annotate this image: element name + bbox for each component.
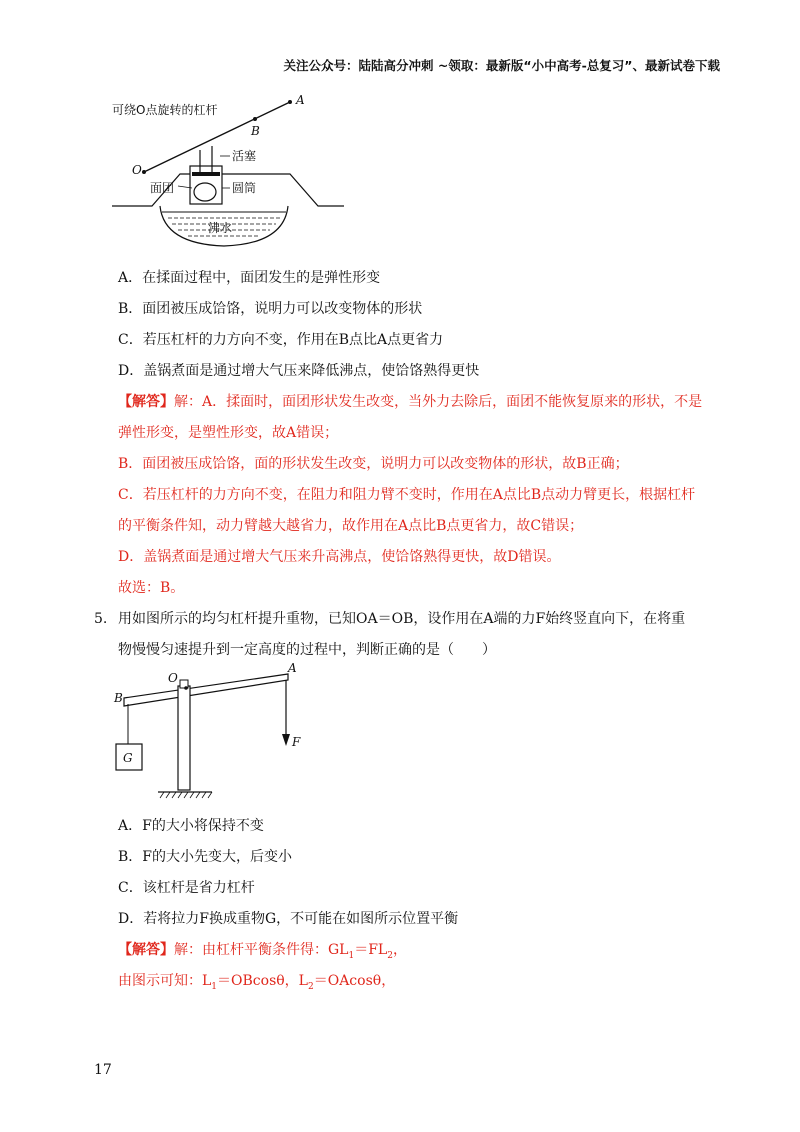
- q4-option-c: C．若压杠杆的力方向不变，作用在B点比A点更省力: [118, 332, 444, 348]
- q5-stem-line-2: 物慢慢匀速提升到一定高度的过程中，判断正确的是（ ）: [118, 642, 496, 658]
- q4-option-a: A．在揉面过程中，面团发生的是弹性形变: [118, 270, 381, 286]
- piston-label: 活塞: [232, 149, 257, 163]
- q5-answer-text-2a: 由图示可知：L: [118, 973, 212, 989]
- page-number: 17: [94, 1062, 112, 1078]
- sub-1b: 1: [211, 981, 218, 992]
- fig2-a-label: A: [288, 661, 297, 675]
- q4-answer-line-6: D．盖锅煮面是通过增大气压来升高沸点，使饸饹熟得更快，故D错误。: [118, 549, 561, 565]
- point-a-label: A: [296, 93, 305, 107]
- q5-option-a: A．F的大小将保持不变: [118, 818, 264, 834]
- q5-answer-text-1c: ，: [392, 942, 407, 958]
- q5-answer-text-1b: ＝FL: [354, 942, 388, 958]
- q4-option-b: B．面团被压成饸饹，说明力可以改变物体的形状: [118, 301, 423, 317]
- q5-number: 5.: [94, 611, 108, 627]
- point-b-label: B: [251, 124, 260, 138]
- q4-option-d: D．盖锅煮面是通过增大气压来降低沸点，使饸饹熟得更快: [118, 363, 480, 379]
- q5-answer-line-2: [118, 971, 395, 997]
- fig2-g-label: G: [123, 751, 133, 765]
- q4-answer-tag: 【解答】: [118, 394, 174, 410]
- q5-option-d: D．若将拉力F换成重物G，不可能在如图所示位置平衡: [118, 911, 459, 927]
- fig2-b-label: B: [114, 691, 123, 705]
- q5-answer-line-1: [118, 940, 407, 966]
- water-label: 沸水: [208, 221, 233, 235]
- q5-stem-line-1: 用如图所示的均匀杠杆提升重物，已知OA＝OB，设作用在A端的力F始终竖直向下，在将重: [118, 611, 686, 627]
- dough-label: 面团: [150, 181, 175, 195]
- fig2-o-label: O: [168, 671, 178, 685]
- q5-option-b: B．F的大小先变大，后变小: [118, 849, 293, 865]
- q5-answer-text-2b: ＝OBcosθ，L: [217, 973, 308, 989]
- lever-label: 可绕O点旋转的杠杆: [112, 103, 218, 117]
- lever-weight-figure: [108, 660, 328, 810]
- cylinder-label: 圆筒: [232, 181, 257, 195]
- q4-answer-line-1: [118, 392, 702, 412]
- q4-answer-line-2: 弹性形变，是塑性形变，故A错误；: [118, 425, 339, 441]
- q4-answer-line-3: B．面团被压成饸饹，面的形状发生改变，说明力可以改变物体的形状，故B正确；: [118, 456, 629, 472]
- sub-2a: 2: [387, 950, 393, 961]
- q5-option-c: C．该杠杆是省力杠杆: [118, 880, 255, 896]
- sub-1a: 1: [348, 950, 355, 961]
- point-o-label: O: [132, 163, 142, 177]
- q5-answer-text-1a: 解：由杠杆平衡条件得：GL: [174, 942, 349, 958]
- q4-answer-text-1: 解：A．揉面时，面团形状发生改变，当外力去除后，面团不能恢复原来的形状，不是: [174, 394, 703, 410]
- q5-answer-text-2c: ＝OAcosθ，: [313, 973, 396, 989]
- q4-answer-line-5: 的平衡条件知，动力臂越大越省力，故作用在A点比B点更省力，故C错误；: [118, 518, 584, 534]
- sub-2b: 2: [307, 981, 314, 992]
- dough-press-figure: [112, 92, 362, 252]
- q4-answer-line-4: C．若压杠杆的力方向不变，在阻力和阻力臂不变时，作用在A点比B点动力臂更长，根据杠杆: [118, 487, 696, 503]
- page-header: 关注公众号：陆陆高分冲刺 ~领取：最新版“小中高考-总复习”、最新试卷下载: [283, 58, 720, 73]
- fig2-f-label: F: [292, 735, 301, 749]
- q5-answer-tag: 【解答】: [118, 942, 174, 958]
- q4-conclusion: 故选：B。: [118, 580, 185, 596]
